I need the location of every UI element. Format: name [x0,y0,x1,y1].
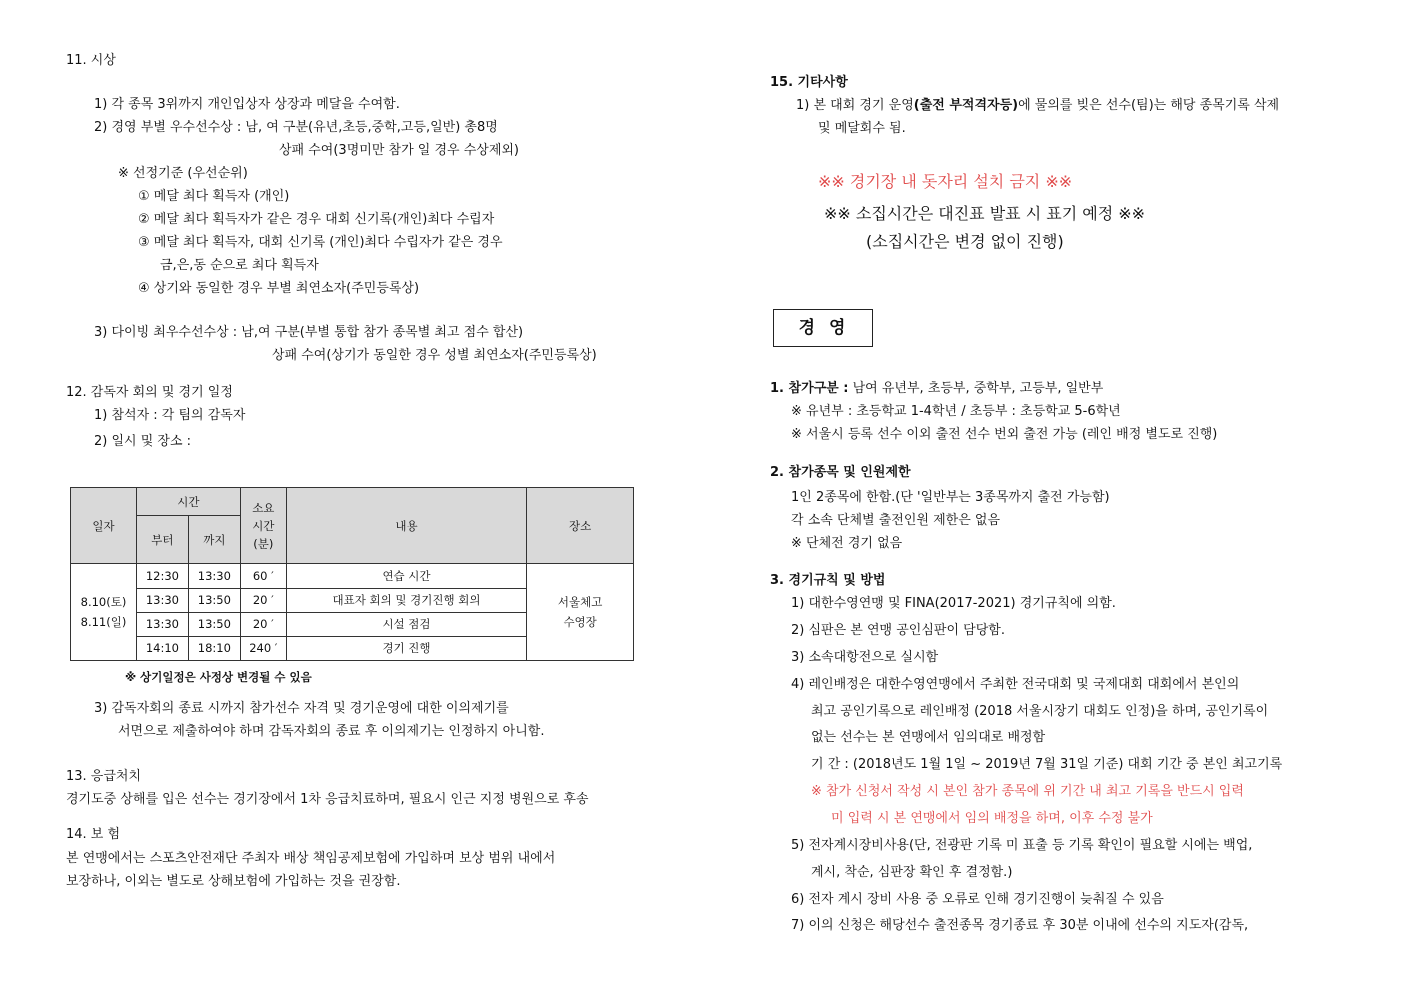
s15-text-pre: 1) 본 대회 경기 운영 [796,98,914,113]
section-box-title: 경영 [773,309,873,347]
cell-from: 14:10 [136,636,188,660]
p3-7: 7) 이의 신청은 해당선수 출전종목 경기종료 후 30분 이내에 선수의 지도자(감독, [791,918,1249,933]
table-row [71,564,634,588]
s11-item-2a: 2) 경영 부별 우수선수상 : 남, 여 구분(유년,초등,중학,고등,일반) 총8명 [94,120,498,135]
schedule-table [70,487,634,661]
p1-title-rest: 남여 유년부, 초등부, 중학부, 고등부, 일반부 [848,381,1104,396]
header-date: 일자 [71,488,137,564]
section-13-title: 13. 응급처치 [66,769,142,784]
p3-1: 1) 대한수영연맹 및 FINA(2017-2021) 경기규칙에 의함. [791,596,1116,611]
p2-c: ※ 단체전 경기 없음 [791,536,903,551]
s14-body-a: 본 연맹에서는 스포츠안전재단 주최자 배상 책임공제보험에 가입하며 보상 범위 내에서 [66,851,556,866]
header-time: 시간 [136,488,240,516]
section-12-title: 12. 감독자 회의 및 경기 일정 [66,385,233,400]
cell-date: 8.10(토) 8.11(일) [71,564,137,661]
p3-3: 3) 소속대항전으로 실시함 [791,650,939,665]
cell-to: 18:10 [188,636,240,660]
s12-item-1: 1) 참석자 : 각 팀의 감독자 [94,408,246,423]
header-from: 부터 [136,516,188,564]
cell-to: 13:30 [188,564,240,588]
p1-title: 1. 참가구분 : [770,381,849,396]
section-11-title: 11. 시상 [66,53,116,68]
cell-duration: 60 ′ [240,564,286,588]
header-to: 까지 [188,516,240,564]
s11-criterion-3b: 금,은,동 순으로 최다 획득자 [160,258,319,273]
p1-line [770,381,1103,397]
p1-note-b: ※ 서울시 등록 선수 이외 출전 선수 번외 출전 가능 (레인 배정 별도로 진행) [791,427,1218,442]
s11-item-3b: 상패 수여(상기가 동일한 경우 성별 최연소자(주민등록상) [272,348,597,363]
section-15-title: 15. 기타사항 [770,75,848,90]
s12-item-3a: 3) 감독자회의 종료 시까지 참가선수 자격 및 경기운영에 대한 이의제기를 [94,701,509,716]
cell-duration: 20 ′ [240,612,286,636]
s11-item-1: 1) 각 종목 3위까지 개인입상자 상장과 메달을 수여함. [94,97,400,112]
warning-call-time-note: (소집시간은 변경 없이 진행) [866,232,1064,251]
cell-to: 13:50 [188,612,240,636]
schedule-note: ※ 상기일정은 사정상 변경될 수 있음 [125,670,312,684]
s11-criterion-4: ④ 상기와 동일한 경우 부별 최연소자(주민등록상) [138,281,420,296]
p3-6: 6) 전자 계시 장비 사용 중 오류로 인해 경기진행이 늦춰질 수 있음 [791,892,1164,907]
s11-criterion-2: ② 메달 최다 획득자가 같은 경우 대회 신기록(개인)최다 수립자 [138,212,495,227]
s15-item-1a [796,98,1279,114]
s15-text-post: 에 물의를 빚은 선수(팀)는 해당 종목기록 삭제 [1018,98,1280,113]
cell-duration: 20 ′ [240,588,286,612]
cell-from: 13:30 [136,588,188,612]
p3-5a: 5) 전자계시장비사용(단, 전광판 기록 미 표출 등 기록 확인이 필요할 시에는 백업, [791,838,1253,853]
s11-item-2b: 상패 수여(3명미만 참가 일 경우 수상제외) [279,143,520,158]
cell-place: 서울체고 수영장 [527,564,634,661]
p3-4b: 최고 공인기록으로 레인배정 (2018 서울시장기 대회도 인정)을 하며, 공인기록이 [811,704,1269,719]
cell-content: 대표자 회의 및 경기진행 회의 [286,588,526,612]
header-place: 장소 [527,488,634,564]
s11-item-3a: 3) 다이빙 최우수선수상 : 남,여 구분(부별 통합 참가 종목별 최고 점수 합산) [94,325,524,340]
cell-content: 연습 시간 [286,564,526,588]
s11-criteria: ※ 선정기준 (우선순위) [118,166,248,181]
cell-content: 시설 점검 [286,612,526,636]
s12-item-2: 2) 일시 및 장소 : [94,434,192,449]
s12-item-3b: 서면으로 제출하여야 하며 감독자회의 종료 후 이의제기는 인정하지 아니함. [118,724,545,739]
p2-a: 1인 2종목에 한함.(단 '일반부는 3종목까지 출전 가능함) [791,490,1110,505]
p2-title: 2. 참가종목 및 인원제한 [770,465,911,480]
p3-5b: 계시, 착순, 심판장 확인 후 결정함.) [811,865,1013,880]
header-content: 내용 [286,488,526,564]
warning-call-time: ※※ 소집시간은 대진표 발표 시 표기 예정 ※※ [824,204,1146,223]
p3-4d: 기 간 : (2018년도 1월 1일 ~ 2019년 7월 31일 기준) 대회 기간 중 본인 최고기록 [811,757,1283,772]
p3-4a: 4) 레인배정은 대한수영연맹에서 주최한 전국대회 및 국제대회 대회에서 본인의 [791,677,1240,692]
s14-body-b: 보장하나, 이외는 별도로 상해보험에 가입하는 것을 권장함. [66,874,401,889]
s15-text-bold: (출전 부적격자등) [913,98,1019,113]
cell-content: 경기 진행 [286,636,526,660]
section-14-title: 14. 보 험 [66,827,121,842]
warning-mat-ban: ※※ 경기장 내 돗자리 설치 금지 ※※ [818,172,1073,191]
s11-criterion-3a: ③ 메달 최다 획득자, 대회 신기록 (개인)최다 수립자가 같은 경우 [138,235,503,250]
p3-4e: ※ 참가 신청서 작성 시 본인 참가 종목에 위 기간 내 최고 기록을 반드시 입력 [811,784,1244,799]
cell-from: 13:30 [136,612,188,636]
cell-duration: 240 ′ [240,636,286,660]
p3-4c: 없는 선수는 본 연맹에서 임의대로 배정함 [811,730,1046,745]
p3-4f: 미 입력 시 본 연맹에서 임의 배정을 하며, 이후 수정 불가 [831,811,1153,826]
p3-2: 2) 심판은 본 연맹 공인심판이 담당함. [791,623,1005,638]
s13-body: 경기도중 상해를 입은 선수는 경기장에서 1차 응급치료하며, 필요시 인근 지정 병원으로 후송 [66,792,589,807]
cell-to: 13:50 [188,588,240,612]
p2-b: 각 소속 단체별 출전인원 제한은 없음 [791,513,1001,528]
p3-title: 3. 경기규칙 및 방법 [770,573,886,588]
p1-note-a: ※ 유년부 : 초등학교 1-4학년 / 초등부 : 초등학교 5-6학년 [791,404,1121,419]
s15-item-1b: 및 메달회수 됨. [818,121,906,136]
s11-criterion-1: ① 메달 최다 획득자 (개인) [138,189,290,204]
cell-from: 12:30 [136,564,188,588]
header-duration: 소요 시간 (분) [240,488,286,564]
